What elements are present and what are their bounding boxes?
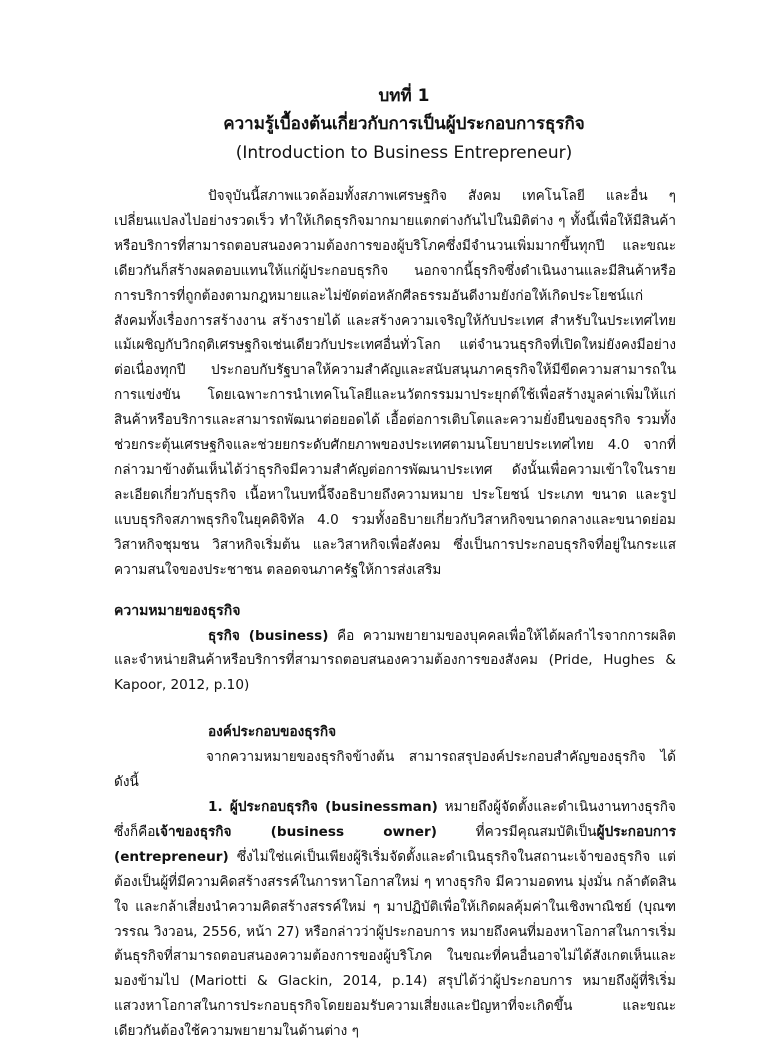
item1-owner: เจ้าของธุรกิจ (business owner) — [155, 823, 437, 840]
components-heading: องค์ประกอบของธุรกิจ — [208, 724, 337, 741]
intro-paragraph: ปัจจุบันนี้สภาพแวดล้อมทั้งสภาพเศรษฐกิจ สังคม เทคโนโลยี และอื่น ๆ เปลี่ยนแปลงไปอย่างรวดเร็ว ทำให้เกิดธุรกิจมากมายแตกต่างกันไปในมิติต่าง ๆ ทั้งนี้เพื่อให้มีสินค้าหรือบริการที่สามารถตอบสนองความต้องการของผู้บริโภคซึ่งมีจำนวนเพิ่มมากขึ้นทุกปี และขณะเดียวกันก็สร้างผลตอบแทนให้แก่ผู้ประกอบธุรกิจ นอกจากนี้ธุรกิจซึ่งดำเนินงานและมีสินค้าหรือการบริการที่ถูกต้องตามกฎหมายและไม่ขัดต่อหลักศีลธรรมอันดีงามยังก่อให้เกิดประโยชน์แก่สังคมทั้งเรื่องการสร้างงาน สร้างรายได้ และสร้างความเจริญให้กับประเทศ สำหรับในประเทศไทยแม้เผชิญกับวิกฤติเศรษฐกิจเช่นเดียวกับประเทศอื่นทั่วโลก แต่จำนวนธุรกิจที่เปิดใหม่ยังคงมีอย่างต่อเนื่องทุกปี ประกอบกับรัฐบาลให้ความสำคัญและสนับสนุนภาคธุรกิจให้มีขีดความสามารถในการแข่งขัน โดยเฉพาะการนำเทคโนโลยีและนวัตกรรมมาประยุกต์ใช้เพื่อสร้างมูลค่าเพิ่มให้แก่สินค้าหรือบริการและสามารถพัฒนาต่อยอดได้ เอื้อต่อการเติบโตและความยั่งยืนของธุรกิจ รวมทั้งช่วยกระตุ้นเศรษฐกิจและช่วยยกระดับศักยภาพของประเทศตามนโยบายประเทศไทย 4.0 จากที่กล่าวมาข้างต้นเห็นได้ว่าธุรกิจมีความสำคัญต่อการพัฒนาประเทศ ดังนั้นเพื่อความเข้าใจในรายละเอียดเกี่ยวกับธุรกิจ เนื้อหาในบทนี้จึงอธิบายถึงความหมาย ประโยชน์ ประเภท ขนาด และรูปแบบธุรกิจสภาพธุรกิจในยุคดิจิทัล 4.0 รวมทั้งอธิบายเกี่ยวกับวิสาหกิจขนาดกลางและขนาดย่อม วิสาหกิจชุมชน วิสาหกิจเริ่มต้น และวิสาหกิจเพื่อสังคม ซึ่งเป็นการประกอบธุรกิจที่อยู่ในกระแสความสนใจของประชาชน ตลอดจนภาครัฐให้การส่งเสริม — [114, 188, 676, 578]
item1-term: 1. ผู้ประกอบธุรกิจ (businessman) — [208, 799, 438, 816]
components-item-1 — [114, 795, 676, 1044]
item1-entrepreneur: ผู้ประกอบการ (entrepreneur) — [114, 823, 676, 865]
chapter-title: ความรู้เบื้องต้นเกี่ยวกับการเป็นผู้ประกอบการธุรกิจ — [223, 114, 585, 134]
chapter-subtitle: (Introduction to Business Entrepreneur) — [235, 143, 573, 163]
meaning-body: คือ ความพยายามของบุคคลเพื่อให้ได้ผลกำไรจากการผลิตและจำหน่ายสินค้าหรือบริการที่สามารถตอบสนองความต้องการของสังคม (Pride, Hughes & Kapoor, 2012, p.10) — [114, 627, 676, 694]
components-lead: จากความหมายของธุรกิจข้างต้น สามารถสรุปองค์ประกอบสำคัญของธุรกิจ ได้ดังนี้ — [114, 749, 676, 791]
meaning-heading: ความหมายของธุรกิจ — [114, 602, 241, 619]
item1-text-c: ซึ่งไม่ใช่แค่เป็นเพียงผู้ริเริ่มจัดตั้งและดำเนินธุรกิจในสถานะเจ้าของธุรกิจ แต่ต้องเป็นผู้ที่มีความคิดสร้างสรรค์ในการหาโอกาสใหม่ ๆ ทางธุรกิจ มีความอดทน มุ่งมั่น กล้าตัดสินใจ และกล้าเสี่ยงนำความคิดสร้างสรรค์ใหม่ ๆ มาปฏิบัติเพื่อให้เกิดผลคุ้มค่าในเชิงพาณิชย์ (บุณฑวรรณ วิงวอน, 2556, หน้า 27) หรือกล่าวว่าผู้ประกอบการ หมายถึงคนที่มองหาโอกาสในการเริ่มต้นธุรกิจที่สามารถตอบสนองความต้องการของผู้บริโภค ในขณะที่คนอื่นอาจไม่ได้สังเกตเห็นและมองข้ามไป (Mariotti & Glackin, 2014, p.14) สรุปได้ว่าผู้ประกอบการ หมายถึงผู้ที่ริเริ่มแสวงหาโอกาสในการประกอบธุรกิจโดยยอมรับความเสี่ยงและปัญหาที่จะเกิดขึ้น และขณะเดียวกันต้องใช้ความพยายามในด้านต่าง ๆ — [114, 848, 676, 1040]
chapter-number: บทที่ 1 — [378, 86, 430, 106]
item1-text-b: ที่ควรมีคุณสมบัติเป็น — [436, 823, 597, 840]
item1-text-a: หมายถึงผู้จัดตั้งและดำเนินงานทางธุรกิจ ซึ่งก็คือ — [114, 799, 676, 840]
business-term: ธุรกิจ (business) — [208, 627, 329, 644]
meaning-paragraph — [114, 624, 676, 699]
